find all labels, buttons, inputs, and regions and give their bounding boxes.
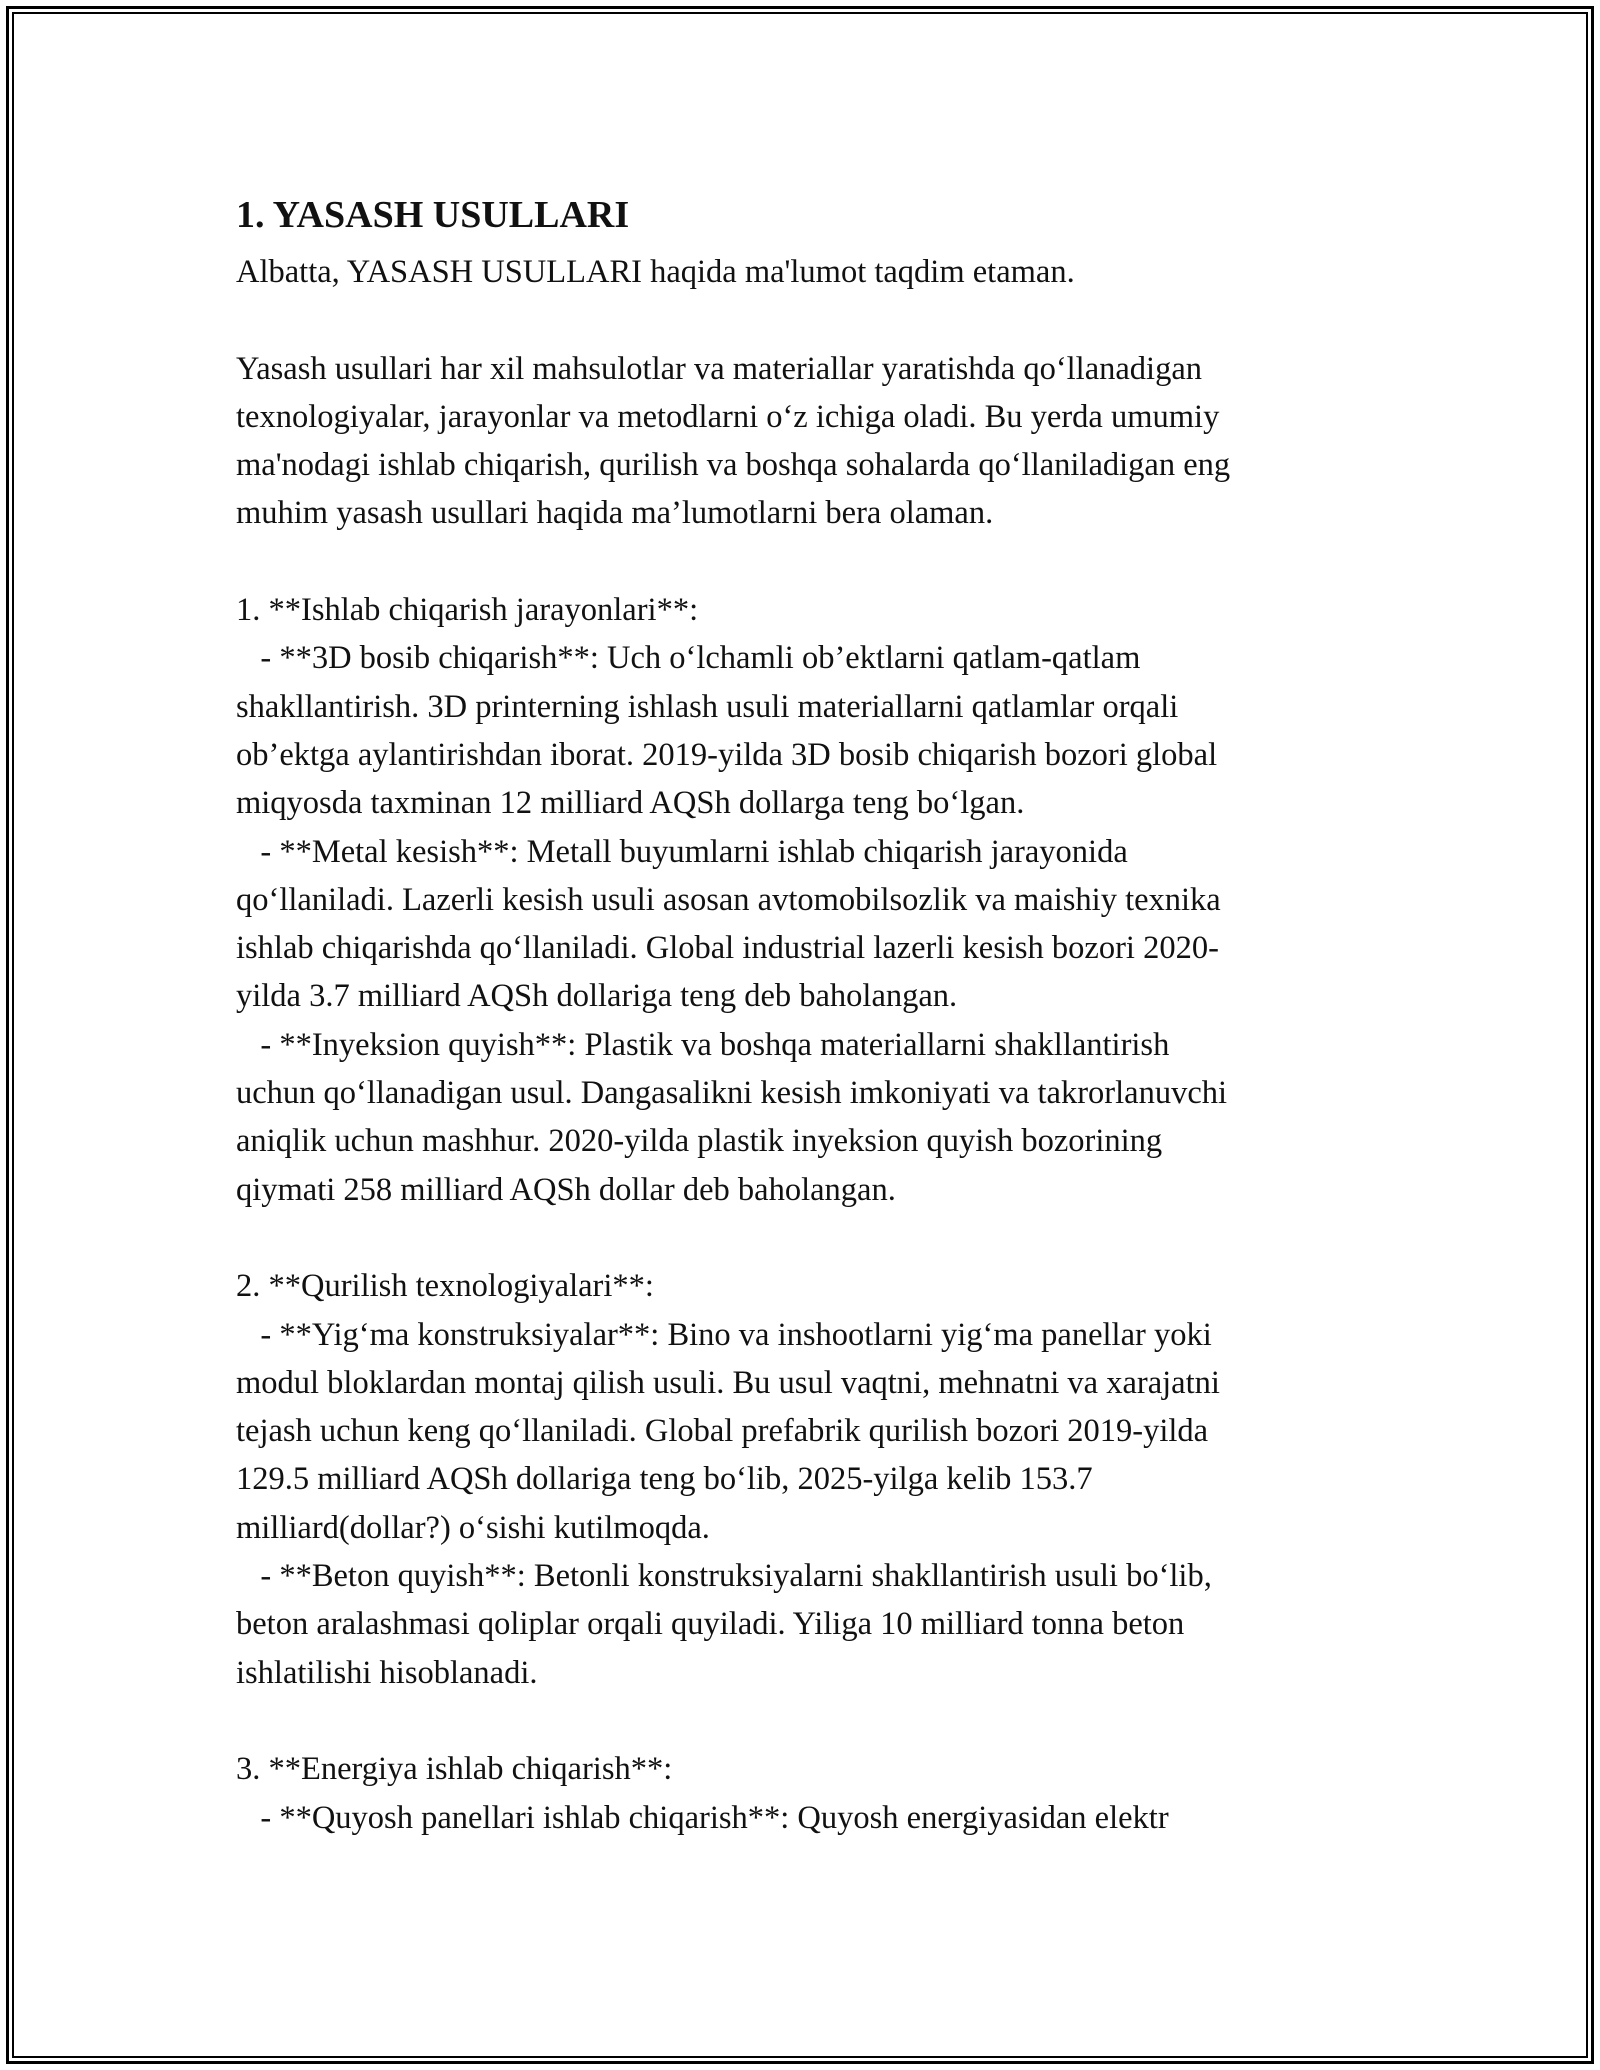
text-line: shakllantirish. 3D printerning ishlash usuli materiallarni qatlamlar orqali [236,688,1179,725]
document-body [236,182,1386,1842]
blank-line [236,1214,1386,1262]
text-line: 2. **Qurilish texnologiyalari**: [236,1268,654,1305]
text-line: Yasash usullari har xil mahsulotlar va materiallar yaratishda qo‘llanadigan [236,350,1203,387]
text-line: - **Quyosh panellari ishlab chiqarish**: Quyosh energiyasidan elektr [236,1799,1169,1836]
text-line: modul bloklardan montaj qilish usuli. Bu usul vaqtni, mehnatni va xarajatni [236,1364,1220,1401]
text-line: Albatta, YASASH USULLARI haqida ma'lumot taqdim etaman. [236,254,1075,290]
text-line: 129.5 milliard AQSh dollariga teng bo‘lib, 2025-yilga kelib 153.7 [236,1461,1093,1498]
document-text [236,248,1386,1842]
text-line: ma'nodagi ishlab chiqarish, qurilish va boshqa sohalarda qo‘llaniladigan eng [236,447,1231,484]
text-line: - **Metal kesish**: Metall buyumlarni ishlab chiqarish jarayonida [236,833,1128,870]
text-line: tejash uchun keng qo‘llaniladi. Global prefabrik qurilish bozori 2019-yilda [236,1413,1209,1450]
text-line: - **Yig‘ma konstruksiyalar**: Bino va inshootlarni yig‘ma panellar yoki [236,1316,1212,1353]
text-line: ishlab chiqarishda qo‘llaniladi. Global industrial lazerli kesish bozori 2020- [236,930,1219,967]
text-line: muhim yasash usullari haqida ma’lumotlarni bera olaman. [236,495,994,532]
text-line: texnologiyalar, jarayonlar va metodlarni o‘z ichiga oladi. Bu yerda umumiy [236,398,1220,435]
text-line: qo‘llaniladi. Lazerli kesish usuli asosan avtomobilsozlik va maishiy texnika [236,881,1221,918]
text-line: aniqlik uchun mashhur. 2020-yilda plastik inyeksion quyish bozorining [236,1123,1163,1160]
text-line: 3. **Energiya ishlab chiqarish**: [236,1751,673,1788]
text-line: ob’ektga aylantirishdan iborat. 2019-yilda 3D bosib chiqarish bozori global [236,736,1218,773]
text-line: uchun qo‘llanadigan usul. Dangasalikni kesish imkoniyati va takrorlanuvchi [236,1075,1228,1112]
text-line: beton aralashmasi qoliplar orqali quyiladi. Yiliga 10 milliard tonna beton [236,1606,1185,1643]
document-heading: 1. YASASH USULLARI [236,194,630,236]
text-line: yilda 3.7 milliard AQSh dollariga teng deb baholangan. [236,978,958,1015]
text-line: milliard(dollar?) o‘sishi kutilmoqda. [236,1509,710,1546]
text-line: - **Beton quyish**: Betonli konstruksiyalarni shakllantirish usuli bo‘lib, [236,1558,1212,1595]
text-line: ishlatilishi hisoblanadi. [236,1654,538,1691]
text-line: - **3D bosib chiqarish**: Uch o‘lchamli ob’ektlarni qatlam-qatlam [236,640,1141,677]
text-line: qiymati 258 milliard AQSh dollar deb baholangan. [236,1171,896,1208]
text-line: - **Inyeksion quyish**: Plastik va boshqa materiallarni shakllantirish [236,1026,1170,1063]
text-line: miqyosda taxminan 12 milliard AQSh dollarga teng bo‘lgan. [236,785,1025,822]
blank-line [236,1697,1386,1745]
blank-line [236,538,1386,586]
text-line: 1. **Ishlab chiqarish jarayonlari**: [236,592,699,629]
blank-line [236,296,1386,344]
